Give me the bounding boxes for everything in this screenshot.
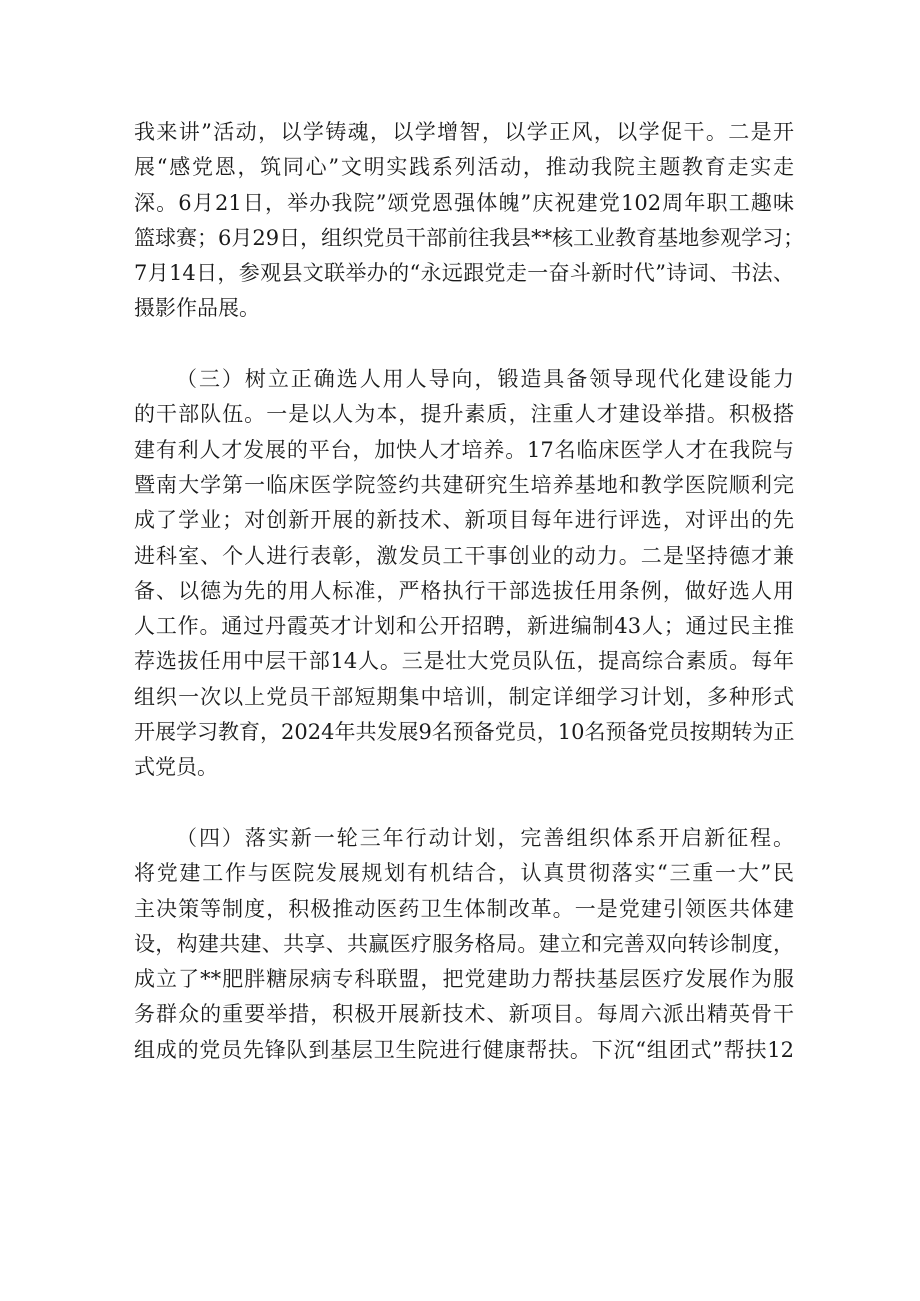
text-line: 式党员。 <box>134 755 218 780</box>
text-line: 务群众的重要举措，积极开展新技术、新项目。每周六派出精英骨干 <box>134 1002 794 1027</box>
text-line: 7月14日，参观县文联举办的“永远跟党走一奋斗新时代”诗词、书法、 <box>134 261 794 286</box>
text-line: 设，构建共建、共享、共赢医疗服务格局。建立和完善双向转诊制度， <box>134 931 794 956</box>
text-line: 开展学习教育，2024年共发展9名预备党员，10名预备党员按期转为正 <box>134 720 795 745</box>
text-line: 组成的党员先锋队到基层卫生院进行健康帮扶。下沉“组团式”帮扶12 <box>134 1037 794 1062</box>
document-body <box>134 115 805 1068</box>
paragraph-gap <box>134 786 794 821</box>
paragraph-gap <box>134 327 794 362</box>
text-line: 将党建工作与医院发展规划有机结合，认真贯彻落实“三重一大”民 <box>134 861 794 886</box>
paragraph-2 <box>134 362 794 786</box>
text-line: 人工作。通过丹霞英才计划和公开招聘，新进编制43人；通过民主推 <box>134 614 794 639</box>
text-line: 展“感党恩，筑同心”文明实践系列活动，推动我院主题教育走实走 <box>134 155 794 180</box>
text-line: 成立了**肥胖糖尿病专科联盟，把党建助力帮扶基层医疗发展作为服 <box>134 967 794 992</box>
text-line: 深。6月21日，举办我院”颂党恩强体魄”庆祝建党102周年职工趣味 <box>134 190 794 215</box>
text-line: 组织一次以上党员干部短期集中培训，制定详细学习计划，多种形式 <box>134 684 794 709</box>
section-heading-line: （四）落实新一轮三年行动计划，完善组织体系开启新征程。 <box>176 825 794 850</box>
section-heading-line: （三）树立正确选人用人导向，锻造具备领导现代化建设能力 <box>176 367 794 392</box>
text-line: 建有利人才发展的平台，加快人才培养。17名临床医学人才在我院与 <box>134 437 794 462</box>
text-line: 成了学业；对创新开展的新技术、新项目每年进行评选，对评出的先 <box>134 508 794 533</box>
text-line: 荐选拔任用中层干部14人。三是壮大党员队伍，提高综合素质。每年 <box>134 649 794 674</box>
text-line: 主决策等制度，积极推动医药卫生体制改革。一是党建引领医共体建 <box>134 896 794 921</box>
text-line: 进科室、个人进行表彰，激发员工干事创业的动力。二是坚持德才兼 <box>134 543 794 568</box>
text-line: 暨南大学第一临床医学院签约共建研究生培养基地和教学医院顺利完 <box>134 472 794 497</box>
paragraph-3 <box>134 821 794 1068</box>
text-line: 摄影作品展。 <box>134 296 260 321</box>
text-line: 篮球赛；6月29日，组织党员干部前往我县**核工业教育基地参观学习； <box>134 225 805 250</box>
text-line: 的干部队伍。一是以人为本，提升素质，注重人才建设举措。积极搭 <box>134 402 794 427</box>
text-line: 备、以德为先的用人标准，严格执行干部选拔任用条例，做好选人用 <box>134 578 794 603</box>
paragraph-1 <box>134 115 805 327</box>
text-line: 我来讲”活动，以学铸魂，以学增智，以学正风，以学促干。二是开 <box>134 120 794 144</box>
